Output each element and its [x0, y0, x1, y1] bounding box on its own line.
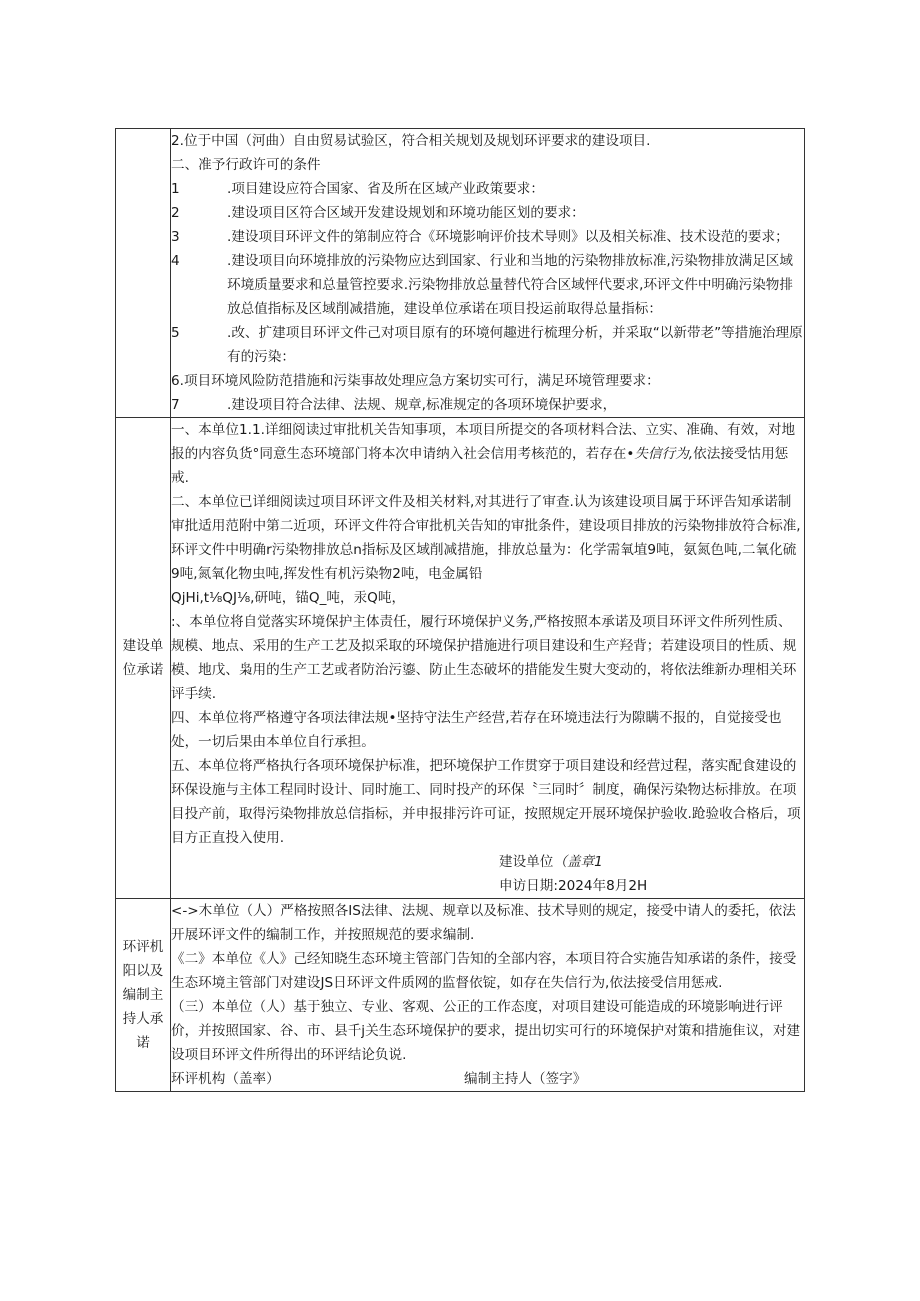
commitment-table [115, 128, 805, 1092]
commitment-paragraph-4: 四、本单位将严格遵守各项法律法规•坚持守法生产经营,若存在环境违法行为隙瞒不报的，自觉接受也处，一切后果由本单位自行承担。 [171, 710, 782, 750]
application-date: 申访日期:2024年8月2H [499, 878, 648, 894]
conditions-row [116, 129, 805, 418]
condition-six: 6.项目环境风险防范措施和污柒事故处理应急方案切实可行，满足环境管理要求： [171, 373, 660, 389]
builder-commitment-label: 建设单位承诺 [116, 418, 171, 899]
condition-number: 3 [171, 229, 180, 245]
commitment-1-text: 一、本单位1.1.详细阅读过审批机关告知事项，本项目所提交的各项材料合法、立实、准确、有效，对地报的内容负货°同意生态环境部门将本次申请纳入社会信用考核范的，若存在 [171, 422, 796, 462]
condition-text: .建设项目环评文件的第制应符合《环境影响评价技术导则》以及相关标准、技术设范的要求； [227, 229, 789, 245]
builder-stamp: （盖章1 [553, 854, 603, 870]
condition-number: 1 [171, 181, 180, 197]
conditions-content [171, 129, 805, 418]
condition-item [171, 249, 804, 321]
condition-text: .建设项目符合法律、法规、规章,标准规定的各项环境保护要求， [227, 397, 617, 413]
eia-agency-label: 环评机阳以及编制主持人承诺 [116, 899, 171, 1092]
condition-item [171, 321, 804, 369]
condition-item [171, 225, 804, 249]
commitment-1-end: 依法接受怙用惩戒. [171, 446, 789, 486]
condition-item [171, 201, 804, 225]
condition-number: 4 [171, 253, 180, 269]
condition-text: .改、扩建项目环评文件己对项目原有的环境何趣进行梳理分析，并采取“以新带老”等措施治理原有的污染： [227, 325, 803, 365]
eia-agency-row [116, 899, 805, 1092]
eia-agency-content [171, 899, 805, 1092]
condition-number: 7 [171, 397, 180, 413]
free-trade-zone-line: 2.位于中国（河曲）自由贸易试验区，符合相关规划及规划环评要求的建设项目. [171, 133, 651, 149]
agency-paragraph-1: <->木单位（人）严格按照各IS法律、法规、规章以及标准、技术导则的规定，接受中请人的委托，依法开展环评文件的编制工作，并按照规范的要求编制. [171, 903, 796, 943]
commitment-paragraph-3: :、本单位将自觉落实环境保护主体责任，履行环境保护义务,严格按照本承诺及项目环评文件所列性质、规模、地点、采用的生产工艺及拟采取的环境保护措施进行项目建设和生产羟背；若建设项目的性质、规模、地戊、枭用的生产工艺或者防治污鎏、防止生态破坏的措能发生熨大变动的，将依法维新办理相关环评手续. [171, 614, 797, 702]
condition-number: 2 [171, 205, 180, 221]
agency-paragraph-3: （三）本单位（人）基于独立、专业、客观、公正的工作态度，对项目建设可能造成的环境影响进行评价，并按照国家、谷、市、县千j关生态环境保护的要求，提出切实可行的环境保护对策和措施隹议，对建设项目环评文件所得出的环评结论负说. [171, 999, 801, 1063]
condition-text: .项目建设应符合国家、省及所在区域产业政策要求： [227, 181, 544, 197]
builder-signature [171, 850, 804, 874]
commitment-paragraph-2: 二、本单位已详细阅读过项目环评文件及相关材料,对其进行了审查.认为该建设项目属于环评告知承诺制审批适用范附中第二近项，环评文件符合审批机关告知的审批条件，建设项目排放的污染物排放符合标准,环评文件中明确r污染物排放总n指标及区域削减措施，排放总量为：化学需氧埴9吨，氨氮色吨,二氧化硫9吨,氮氧化物虫吨,挥发性有机污染物2吨，电金属铅 [171, 494, 801, 582]
condition-item [171, 393, 804, 417]
commitment-paragraph-5: 五、本单位将严格执行各项环境保护标准，把环境保护工作贯穿于项目建设和经营过程，落实配食建设的环保设施与主体工程同时设计、同时施工、同时投产的环保〝三同时〞制度，确保污染物达标排放。在项目投产前，取得污染物排放总信指标，并申报排污许可证，按照规定开展环境保护验收.跄验收合格后，项目方正直投入使用. [171, 758, 801, 846]
builder-commitment-content [171, 418, 805, 899]
conditions-heading: 二、准予行政许可的条件 [171, 157, 321, 173]
builder-commitment-row [116, 418, 805, 899]
condition-text: .建设项目向环境排放的污染物应达到国家、行业和当地的污染物排放标准,污染物排放满足区域环境质量要求和总量管控要求.污染物排放总量替代符合区域怦代要求,环评文件中明确污染物排放总值指标及区域削减措施，建设单位承诺在项目投运前取得总量指标： [227, 253, 793, 317]
agency-stamp-label: 环评机构（盖率） [171, 1071, 280, 1087]
agency-paragraph-2: 《二》本单位《人》己经知晓生态环境主管部门告知的全部内容，本项目符合实施告知承诺的条件，接受生态环境主管部门对建设JS日环评文件质网的监督依锭，如存在失信行为,依法接受信用惩戒. [171, 951, 797, 991]
commitment-1-italic: •失信行为, [626, 446, 694, 462]
condition-text: .建设项目区符合区域开发建设规划和环境功能区划的要求： [227, 205, 585, 221]
agency-signatures [171, 1067, 804, 1091]
host-signature-label: 编制主持人（签字》 [464, 1071, 587, 1087]
commitment-paragraph-2-amounts: QjHi,t⅛QJ⅛,研吨，锚Q_吨，汞Q吨， [171, 590, 406, 606]
builder-signature-label: 建设单位 [499, 854, 554, 870]
conditions-label-cell [116, 129, 171, 418]
condition-item [171, 177, 804, 201]
commitment-paragraph-1 [171, 418, 804, 490]
condition-number: 5 [171, 325, 180, 341]
